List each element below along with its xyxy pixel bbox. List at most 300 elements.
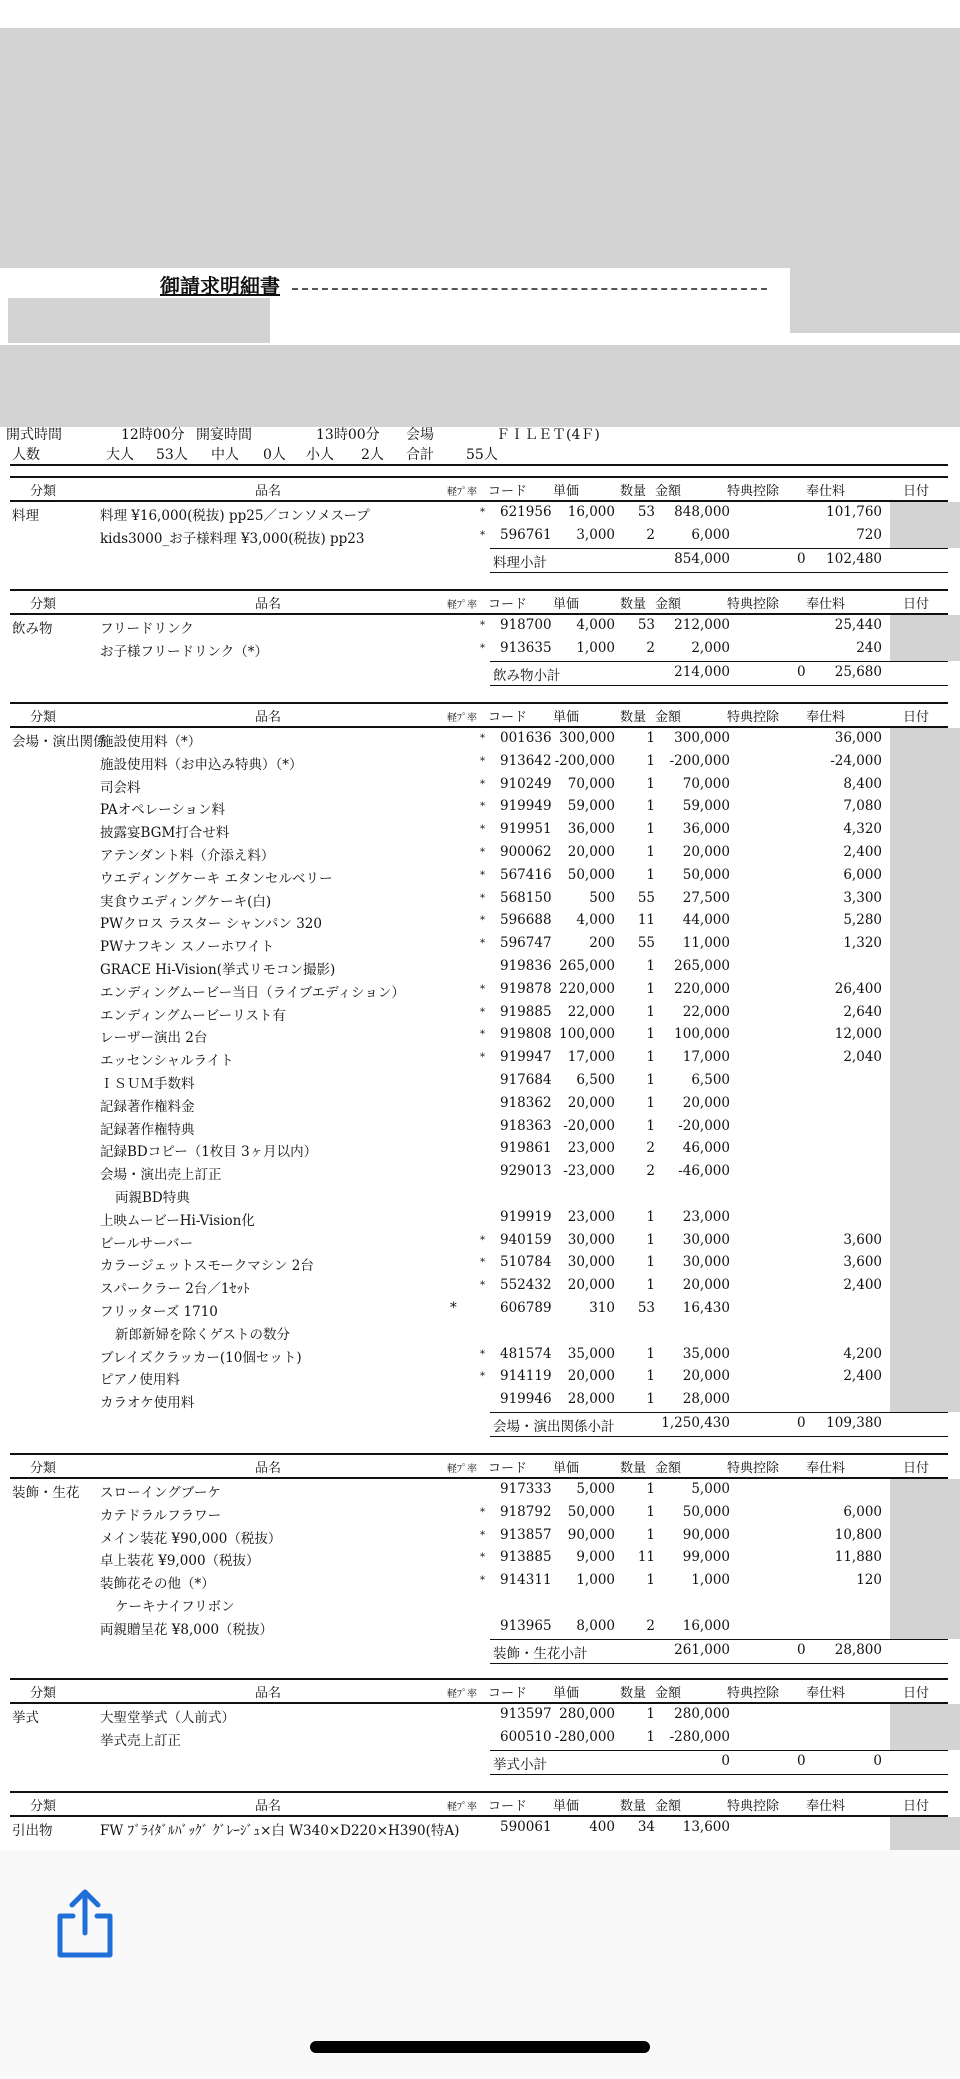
amount: -280,000 bbox=[669, 1728, 730, 1745]
subtotal-line bbox=[490, 572, 948, 573]
header-item-name: 品名 bbox=[255, 1461, 282, 1476]
subtotal-line bbox=[490, 1663, 948, 1664]
item-name: エッセンシャルライト bbox=[100, 1053, 234, 1070]
item-name: GRACE Hi-Vision(挙式リモコン撮影) bbox=[100, 962, 336, 978]
unit-price: 200 bbox=[589, 935, 615, 952]
date-redacted bbox=[890, 615, 960, 661]
amount: 1,000 bbox=[691, 1572, 730, 1589]
header-code: コード bbox=[488, 484, 528, 499]
table-row bbox=[0, 638, 960, 661]
item-code: 900062 bbox=[500, 844, 552, 860]
item-name: 料理 ¥16,000(税抜) pp25／コンソメスープ bbox=[100, 508, 370, 524]
date-redacted bbox=[890, 728, 960, 1412]
light-rate-mark: * bbox=[480, 1029, 485, 1041]
item-name: PWナフキン スノーホワイト bbox=[100, 939, 275, 956]
table-row bbox=[0, 1727, 960, 1750]
label-guests: 人数 bbox=[12, 447, 40, 463]
table-row bbox=[0, 1207, 960, 1230]
light-rate-mark: * bbox=[480, 1348, 485, 1360]
quantity: 1 bbox=[646, 1368, 655, 1385]
light-rate-mark: * bbox=[480, 1006, 485, 1018]
unit-price: 17,000 bbox=[567, 1049, 615, 1066]
item-name: ビールサーバー bbox=[100, 1235, 194, 1252]
table-row bbox=[0, 1593, 960, 1616]
item-code: 919836 bbox=[500, 958, 552, 974]
category-label: 料理 bbox=[12, 508, 39, 524]
light-rate-mark: * bbox=[480, 1552, 485, 1564]
amount: 20,000 bbox=[682, 1368, 730, 1385]
light-rate-mark: * bbox=[480, 778, 485, 790]
item-name: 上映ムービーHi-Vision化 bbox=[100, 1212, 255, 1229]
item-name: アテンダント料（介添え料） bbox=[100, 848, 275, 864]
subtotal-row bbox=[0, 1412, 960, 1436]
table-row bbox=[0, 1047, 960, 1070]
service-fee: 4,320 bbox=[843, 821, 882, 838]
amount: 16,430 bbox=[682, 1300, 730, 1316]
item-code: 918700 bbox=[500, 617, 552, 633]
subtotal-discount: 0 bbox=[797, 1415, 806, 1431]
header-discount: 特典控除 bbox=[727, 1799, 780, 1814]
quantity: 1 bbox=[646, 844, 655, 860]
subtotal-row bbox=[0, 548, 960, 572]
item-name: 記録著作権特典 bbox=[100, 1121, 195, 1138]
item-code: 596761 bbox=[500, 526, 552, 543]
light-rate-mark: * bbox=[480, 869, 485, 881]
header-item-name: 品名 bbox=[255, 1799, 282, 1814]
light-rate-mark: * bbox=[480, 529, 485, 541]
subtotal-amount: 0 bbox=[721, 1752, 730, 1769]
amount: -20,000 bbox=[678, 1117, 730, 1134]
unit-price: 300,000 bbox=[559, 730, 615, 746]
service-fee: 101,760 bbox=[826, 504, 882, 520]
header-light-rate: 軽ﾌﾟ率 bbox=[447, 713, 477, 724]
subtotal-amount: 1,250,430 bbox=[661, 1415, 730, 1431]
quantity: 1 bbox=[646, 1231, 655, 1248]
amount: 6,000 bbox=[691, 526, 730, 543]
subtotal-label: 料理小計 bbox=[493, 554, 547, 571]
label-mid: 中人 bbox=[211, 447, 239, 463]
item-name: ブレイズクラッカー(10個セット) bbox=[100, 1349, 302, 1366]
subtotal-service-fee: 25,680 bbox=[834, 663, 882, 680]
quantity: 1 bbox=[646, 1572, 655, 1589]
header-amount: 金額 bbox=[655, 1461, 682, 1476]
header-amount: 金額 bbox=[655, 710, 682, 725]
header-light-rate: 軽ﾌﾟ率 bbox=[447, 1802, 477, 1813]
item-code: 001636 bbox=[500, 730, 552, 746]
quantity: 1 bbox=[646, 980, 655, 997]
unit-price: 20,000 bbox=[567, 1277, 615, 1294]
amount: 11,000 bbox=[682, 935, 730, 952]
start-time: 12時00分 bbox=[121, 427, 185, 443]
table-header bbox=[0, 1680, 960, 1702]
quantity: 53 bbox=[637, 1300, 655, 1316]
unit-price: -23,000 bbox=[563, 1163, 615, 1180]
item-name: 卓上装花 ¥9,000（税抜） bbox=[100, 1553, 260, 1570]
header-code: コード bbox=[488, 1461, 528, 1476]
amount: 16,000 bbox=[682, 1617, 730, 1634]
table-row bbox=[0, 1252, 960, 1275]
service-fee: 10,800 bbox=[834, 1526, 882, 1543]
item-name: フリードリンク bbox=[100, 621, 194, 637]
home-indicator[interactable] bbox=[310, 2041, 650, 2053]
amount: -200,000 bbox=[669, 752, 730, 769]
header-category: 分類 bbox=[30, 1686, 57, 1701]
item-code: 919808 bbox=[500, 1026, 552, 1043]
quantity: 1 bbox=[646, 958, 655, 974]
item-name: 新郎新婦を除くゲストの数分 bbox=[115, 1326, 290, 1343]
unit-price: 4,000 bbox=[576, 617, 615, 633]
subtotal-label: 挙式小計 bbox=[493, 1756, 547, 1773]
header-light-rate: 軽ﾌﾟ率 bbox=[447, 487, 477, 498]
service-fee: 36,000 bbox=[834, 730, 882, 746]
quantity: 1 bbox=[646, 821, 655, 838]
item-name: お子様フリードリンク（*） bbox=[100, 643, 268, 660]
label-total: 合計 bbox=[406, 447, 434, 463]
item-code: 621956 bbox=[500, 504, 552, 520]
header-discount: 特典控除 bbox=[727, 484, 780, 499]
table-row bbox=[0, 615, 960, 638]
subtotal-line bbox=[490, 1774, 948, 1775]
table-header bbox=[0, 591, 960, 613]
item-name: PWクロス ラスター シャンパン 320 bbox=[100, 916, 322, 933]
category-label: 挙式 bbox=[12, 1710, 39, 1726]
header-code: コード bbox=[488, 1799, 528, 1814]
subtotal-service-fee: 28,800 bbox=[834, 1641, 882, 1658]
quantity: 1 bbox=[646, 1706, 655, 1722]
table-row bbox=[0, 1570, 960, 1593]
subtotal-discount: 0 bbox=[797, 663, 806, 680]
subtotal-line bbox=[490, 685, 948, 686]
amount: 44,000 bbox=[682, 912, 730, 929]
header-unit-price: 単価 bbox=[553, 1461, 580, 1476]
share-button[interactable] bbox=[50, 1888, 120, 1958]
unit-price: 1,000 bbox=[576, 639, 615, 656]
quantity: 53 bbox=[637, 617, 655, 633]
service-fee: 26,400 bbox=[834, 980, 882, 997]
category-label: 装飾・生花 bbox=[12, 1485, 80, 1501]
amount: 13,600 bbox=[682, 1819, 730, 1835]
service-fee: 4,200 bbox=[843, 1345, 882, 1362]
item-name: 大聖堂挙式（人前式） bbox=[100, 1710, 235, 1726]
unit-price: 23,000 bbox=[567, 1140, 615, 1157]
item-name: 記録BDコピー（1枚目 3ヶ月以内） bbox=[100, 1144, 318, 1161]
unit-price: 35,000 bbox=[567, 1345, 615, 1362]
light-rate-mark: * bbox=[480, 1529, 485, 1541]
unit-price: 50,000 bbox=[567, 866, 615, 883]
table-row bbox=[0, 1817, 960, 1840]
table-row bbox=[0, 1502, 960, 1525]
quantity: 11 bbox=[637, 1549, 655, 1566]
header-quantity: 数量 bbox=[620, 1799, 647, 1814]
table-row bbox=[0, 751, 960, 774]
light-rate-mark: * bbox=[480, 1371, 485, 1383]
quantity: 2 bbox=[646, 1617, 655, 1634]
service-fee: 3,300 bbox=[843, 889, 882, 906]
table-row bbox=[0, 1298, 960, 1321]
header-service-fee: 奉仕料 bbox=[806, 1799, 846, 1814]
amount: 20,000 bbox=[682, 1277, 730, 1294]
service-fee: 3,600 bbox=[843, 1254, 882, 1271]
header-service-fee: 奉仕料 bbox=[806, 710, 846, 725]
subtotal-amount: 854,000 bbox=[674, 550, 730, 567]
item-code: 919861 bbox=[500, 1140, 552, 1157]
item-name: 両親贈呈花 ¥8,000（税抜） bbox=[100, 1621, 274, 1638]
item-name: 挙式売上訂正 bbox=[100, 1732, 181, 1749]
light-rate-mark: * bbox=[480, 1257, 485, 1269]
header-quantity: 数量 bbox=[620, 484, 647, 499]
table-row bbox=[0, 502, 960, 525]
service-fee: 5,280 bbox=[843, 912, 882, 929]
item-code: 510784 bbox=[500, 1254, 552, 1271]
item-name: PAオペレーション料 bbox=[100, 802, 226, 819]
table-row bbox=[0, 842, 960, 865]
table-row bbox=[0, 1275, 960, 1298]
unit-price: 3,000 bbox=[576, 526, 615, 543]
header-code: コード bbox=[488, 597, 528, 612]
quantity: 1 bbox=[646, 1026, 655, 1043]
item-name: 施設使用料（*） bbox=[100, 734, 202, 750]
table-row bbox=[0, 1116, 960, 1139]
light-rate-mark: * bbox=[480, 938, 485, 950]
item-code: 913857 bbox=[500, 1526, 552, 1543]
table-row bbox=[0, 819, 960, 842]
service-fee: 7,080 bbox=[843, 798, 882, 815]
header-quantity: 数量 bbox=[620, 710, 647, 725]
light-rate-mark: * bbox=[480, 507, 485, 518]
item-name: スパークラー 2台／1ｾｯﾄ bbox=[100, 1281, 250, 1298]
header-service-fee: 奉仕料 bbox=[806, 484, 846, 499]
table-row bbox=[0, 1344, 960, 1367]
unit-price: 100,000 bbox=[559, 1026, 615, 1043]
light-rate-mark: * bbox=[480, 1234, 485, 1246]
item-name: 装飾花その他（*） bbox=[100, 1576, 215, 1593]
item-name: 施設使用料（お申込み特典）（*） bbox=[100, 756, 303, 773]
light-rate-mark: * bbox=[480, 892, 485, 904]
item-code: 910249 bbox=[500, 775, 552, 792]
amount: 20,000 bbox=[682, 844, 730, 860]
light-rate-mark: * bbox=[480, 733, 485, 744]
redacted-block bbox=[8, 298, 270, 343]
unit-price: 22,000 bbox=[567, 1003, 615, 1020]
label-reception-time: 開宴時間 bbox=[196, 427, 252, 443]
item-code: 919947 bbox=[500, 1049, 552, 1066]
amount: 70,000 bbox=[682, 775, 730, 792]
quantity: 1 bbox=[646, 798, 655, 815]
service-fee: 12,000 bbox=[834, 1026, 882, 1043]
item-name: 記録著作権料金 bbox=[100, 1098, 195, 1115]
table-row bbox=[0, 910, 960, 933]
light-rate-mark: * bbox=[480, 1506, 485, 1518]
subtotal-discount: 0 bbox=[797, 1752, 806, 1769]
header-discount: 特典控除 bbox=[727, 710, 780, 725]
header-item-name: 品名 bbox=[255, 484, 282, 499]
table-row bbox=[0, 1230, 960, 1253]
unit-price: 5,000 bbox=[576, 1481, 615, 1497]
item-name: ウエディングケーキ エタンセルベリー bbox=[100, 870, 333, 887]
amount: 280,000 bbox=[674, 1706, 730, 1722]
redacted-block bbox=[790, 265, 960, 333]
light-rate-mark: * bbox=[480, 847, 485, 858]
light-rate-mark: * bbox=[480, 1280, 485, 1292]
quantity: 1 bbox=[646, 1049, 655, 1066]
light-rate-mark: * bbox=[480, 620, 485, 631]
amount: 17,000 bbox=[682, 1049, 730, 1066]
item-code: 917684 bbox=[500, 1072, 552, 1088]
amount: 100,000 bbox=[674, 1026, 730, 1043]
item-code: 481574 bbox=[500, 1345, 552, 1362]
item-name: カラージェットスモークマシン 2台 bbox=[100, 1258, 314, 1275]
item-name: kids3000_お子様料理 ¥3,000(税抜) pp23 bbox=[100, 530, 365, 547]
item-code: 568150 bbox=[500, 889, 552, 906]
date-redacted bbox=[890, 1479, 960, 1639]
item-code: 552432 bbox=[500, 1277, 552, 1294]
item-code: 919919 bbox=[500, 1208, 552, 1225]
table-header bbox=[0, 704, 960, 726]
amount: 300,000 bbox=[674, 730, 730, 746]
header-amount: 金額 bbox=[655, 1686, 682, 1701]
quantity: 1 bbox=[646, 1254, 655, 1271]
header-date: 日付 bbox=[903, 710, 930, 725]
redacted-header bbox=[0, 28, 960, 268]
item-name: 実食ウエディングケーキ(白) bbox=[100, 893, 272, 910]
table-row bbox=[0, 979, 960, 1002]
header-item-name: 品名 bbox=[255, 1686, 282, 1701]
item-name: 会場・演出売上訂正 bbox=[100, 1167, 222, 1184]
unit-price: 30,000 bbox=[567, 1254, 615, 1271]
divider bbox=[10, 464, 948, 466]
table-row bbox=[0, 1547, 960, 1570]
table-row bbox=[0, 1161, 960, 1184]
header-discount: 特典控除 bbox=[727, 1686, 780, 1701]
table-row bbox=[0, 1024, 960, 1047]
header-service-fee: 奉仕料 bbox=[806, 597, 846, 612]
quantity: 55 bbox=[637, 935, 655, 952]
header-service-fee: 奉仕料 bbox=[806, 1461, 846, 1476]
table-row bbox=[0, 956, 960, 979]
service-fee: 120 bbox=[856, 1572, 882, 1589]
table-header bbox=[0, 1455, 960, 1477]
unit-price: 70,000 bbox=[567, 775, 615, 792]
category-label: 引出物 bbox=[12, 1823, 53, 1839]
service-fee: 25,440 bbox=[834, 617, 882, 633]
item-name: ＩＳＵＭ手数料 bbox=[100, 1076, 195, 1092]
header-amount: 金額 bbox=[655, 484, 682, 499]
table-row bbox=[0, 1525, 960, 1548]
unit-price: 28,000 bbox=[567, 1391, 615, 1408]
header-light-rate: 軽ﾌﾟ率 bbox=[447, 1689, 477, 1700]
item-name: スローイングブーケ bbox=[100, 1485, 221, 1501]
quantity: 1 bbox=[646, 730, 655, 746]
quantity: 1 bbox=[646, 1481, 655, 1497]
service-fee: 2,400 bbox=[843, 1368, 882, 1385]
quantity: 1 bbox=[646, 1208, 655, 1225]
header-service-fee: 奉仕料 bbox=[806, 1686, 846, 1701]
item-code: 919951 bbox=[500, 821, 552, 838]
quantity: 1 bbox=[646, 1117, 655, 1134]
quantity: 1 bbox=[646, 1728, 655, 1745]
header-quantity: 数量 bbox=[620, 1461, 647, 1476]
light-rate-mark: * bbox=[450, 1300, 457, 1316]
table-row bbox=[0, 888, 960, 911]
item-code: 919949 bbox=[500, 798, 552, 815]
unit-price: 400 bbox=[589, 1819, 615, 1835]
subtotal-discount: 0 bbox=[797, 550, 806, 567]
amount: 30,000 bbox=[682, 1231, 730, 1248]
item-name: 両親BD特典 bbox=[115, 1190, 190, 1206]
label-start-time: 開式時間 bbox=[6, 427, 62, 443]
category-label: 会場・演出関係 bbox=[12, 734, 107, 750]
item-code: 918362 bbox=[500, 1094, 552, 1111]
item-name: カテドラルフラワー bbox=[100, 1507, 222, 1524]
amount: 2,000 bbox=[691, 639, 730, 656]
light-rate-mark: * bbox=[480, 983, 485, 995]
item-name: レーザー演出 2台 bbox=[100, 1030, 208, 1047]
service-fee: 2,400 bbox=[843, 1277, 882, 1294]
quantity: 1 bbox=[646, 1072, 655, 1088]
unit-price: 4,000 bbox=[576, 912, 615, 929]
amount: 50,000 bbox=[682, 866, 730, 883]
header-item-name: 品名 bbox=[255, 597, 282, 612]
unit-price: 20,000 bbox=[567, 844, 615, 860]
doc-title: 御請求明細書 bbox=[160, 274, 280, 298]
item-name: エンディングムービー当日（ライブエディション） bbox=[100, 984, 405, 1001]
unit-price: 280,000 bbox=[559, 1706, 615, 1722]
subtotal-amount: 261,000 bbox=[674, 1641, 730, 1658]
header-date: 日付 bbox=[903, 597, 930, 612]
quantity: 53 bbox=[637, 504, 655, 520]
amount: 50,000 bbox=[682, 1503, 730, 1520]
item-name: エンディングムービーリスト有 bbox=[100, 1007, 286, 1024]
quantity: 2 bbox=[646, 526, 655, 543]
venue: ＦＩＬＥＴ(4Ｆ) bbox=[496, 427, 600, 443]
header-quantity: 数量 bbox=[620, 1686, 647, 1701]
unit-price: 8,000 bbox=[576, 1617, 615, 1634]
amount: 220,000 bbox=[674, 980, 730, 997]
service-fee: 11,880 bbox=[834, 1549, 882, 1566]
header-category: 分類 bbox=[30, 710, 57, 725]
header-date: 日付 bbox=[903, 484, 930, 499]
header-date: 日付 bbox=[903, 1799, 930, 1814]
amount: 35,000 bbox=[682, 1345, 730, 1362]
amount: 27,500 bbox=[682, 889, 730, 906]
unit-price: 23,000 bbox=[567, 1208, 615, 1225]
subtotal-row bbox=[0, 1639, 960, 1663]
child-count: 2人 bbox=[361, 447, 384, 463]
unit-price: 20,000 bbox=[567, 1368, 615, 1385]
header-date: 日付 bbox=[903, 1686, 930, 1701]
adult-count: 53人 bbox=[156, 447, 188, 463]
title-dashline bbox=[292, 288, 767, 290]
amount: 28,000 bbox=[682, 1391, 730, 1408]
light-rate-mark: * bbox=[480, 915, 485, 927]
item-name: フリッターズ 1710 bbox=[100, 1304, 218, 1320]
table-row bbox=[0, 1704, 960, 1727]
subtotal-amount: 214,000 bbox=[674, 663, 730, 680]
unit-price: 16,000 bbox=[567, 504, 615, 520]
header-discount: 特典控除 bbox=[727, 597, 780, 612]
quantity: 1 bbox=[646, 1345, 655, 1362]
header-date: 日付 bbox=[903, 1461, 930, 1476]
header-unit-price: 単価 bbox=[553, 597, 580, 612]
subtotal-label: 飲み物小計 bbox=[493, 667, 561, 684]
unit-price: -20,000 bbox=[563, 1117, 615, 1134]
date-redacted bbox=[890, 502, 960, 548]
subtotal-line bbox=[490, 1436, 948, 1437]
table-row bbox=[0, 728, 960, 751]
item-code: 913635 bbox=[500, 639, 552, 656]
service-fee: -24,000 bbox=[830, 752, 882, 769]
quantity: 2 bbox=[646, 1140, 655, 1157]
